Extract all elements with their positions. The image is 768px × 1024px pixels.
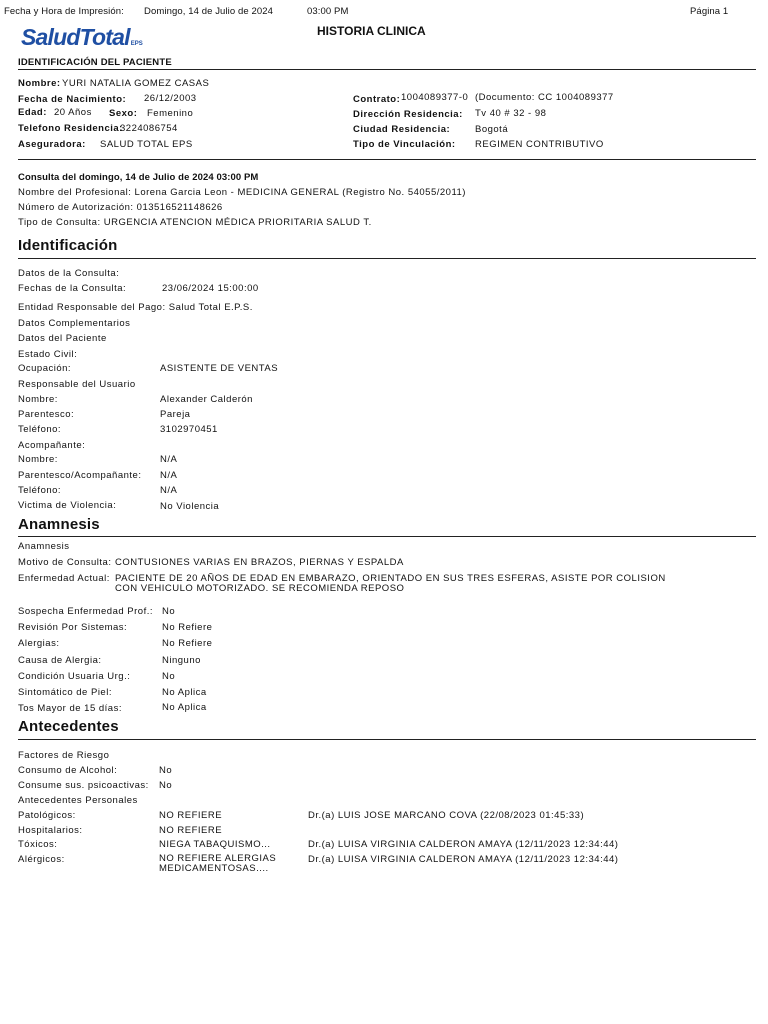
acomp-parentesco: N/A <box>160 470 178 481</box>
patient-name: YURI NATALIA GOMEZ CASAS <box>62 78 210 89</box>
consult-type: Tipo de Consulta: URGENCIA ATENCION MÉDICA PRIORITARIA SALUD T. <box>18 217 372 228</box>
anamnesis-sub: Anamnesis <box>18 541 70 552</box>
heading-anamnesis: Anamnesis <box>18 516 100 533</box>
divider <box>18 69 756 70</box>
toxicos: NIEGA TABAQUISMO... <box>159 839 271 850</box>
birth-date: 26/12/2003 <box>144 93 197 104</box>
divider <box>18 159 756 160</box>
alcohol: No <box>159 765 173 776</box>
divider <box>18 258 756 259</box>
sex-label: Sexo: <box>109 108 138 119</box>
sospecha: No <box>162 606 176 617</box>
enfermedad-label: Enfermedad Actual: <box>18 573 110 584</box>
toxicos-label: Tóxicos: <box>18 839 58 850</box>
patologicos-doctor: Dr.(a) LUIS JOSE MARCANO COVA (22/08/2023 01:45:33) <box>308 810 585 821</box>
alergicos-label: Alérgicos: <box>18 854 65 865</box>
sintomatico-label: Sintomático de Piel: <box>18 687 112 698</box>
divider <box>18 536 756 537</box>
sintomatico: No Aplica <box>162 687 207 698</box>
alergicos-doctor: Dr.(a) LUISA VIRGINIA CALDERON AMAYA (12/11/2023 12:34:44) <box>308 854 619 865</box>
link-type-label: Tipo de Vinculación: <box>353 139 456 150</box>
section-title-patient: IDENTIFICACIÓN DEL PACIENTE <box>18 57 172 68</box>
enfermedad-line-2: CON VEHICULO MOTORIZADO. SE RECOMIENDA REPOSO <box>115 583 405 594</box>
age: 20 Años <box>54 107 92 118</box>
condicion: No <box>162 671 176 682</box>
acomp-telefono: N/A <box>160 485 178 496</box>
tos-label: Tos Mayor de 15 días: <box>18 703 122 714</box>
revision-label: Revisión Por Sistemas: <box>18 622 128 633</box>
entidad-pago: Entidad Responsable del Pago: Salud Total E.P.S. <box>18 302 253 313</box>
acomp-nombre: N/A <box>160 454 178 465</box>
page-number: Página 1 <box>690 6 729 17</box>
sex: Femenino <box>147 108 194 119</box>
patologicos: NO REFIERE <box>159 810 223 821</box>
document-id: (Documento: CC 1004089377 <box>475 92 614 103</box>
divider <box>18 739 756 740</box>
acomp-telefono-label: Teléfono: <box>18 485 62 496</box>
datos-paciente: Datos del Paciente <box>18 333 107 344</box>
revision: No Refiere <box>162 622 213 633</box>
causa-label: Causa de Alergia: <box>18 655 102 666</box>
tos: No Aplica <box>162 702 207 713</box>
contract-label: Contrato: <box>353 94 401 105</box>
psico: No <box>159 780 173 791</box>
print-datetime-label: Fecha y Hora de Impresión: <box>4 6 124 17</box>
city: Bogotá <box>475 124 509 135</box>
acomp-nombre-label: Nombre: <box>18 454 58 465</box>
violencia: No Violencia <box>160 501 220 512</box>
factores-riesgo: Factores de Riesgo <box>18 750 110 761</box>
alcohol-label: Consumo de Alcohol: <box>18 765 118 776</box>
fechas-label: Fechas de la Consulta: <box>18 283 127 294</box>
responsable-usuario: Responsable del Usuario <box>18 379 136 390</box>
resp-telefono-label: Teléfono: <box>18 424 62 435</box>
resp-parentesco: Pareja <box>160 409 191 420</box>
hospitalarios-label: Hospitalarios: <box>18 825 83 836</box>
heading-antecedentes: Antecedentes <box>18 718 119 735</box>
age-label: Edad: <box>18 107 47 118</box>
patient-name-label: Nombre: <box>18 78 61 89</box>
causa: Ninguno <box>162 655 201 666</box>
violencia-label: Victima de Violencia: <box>18 500 117 511</box>
datos-complementarios: Datos Complementarios <box>18 318 131 329</box>
sospecha-label: Sospecha Enfermedad Prof.: <box>18 606 153 617</box>
acomp-parentesco-label: Parentesco/Acompañante: <box>18 470 142 481</box>
link-type: REGIMEN CONTRIBUTIVO <box>475 139 604 150</box>
resp-telefono: 3102970451 <box>160 424 218 435</box>
motivo: CONTUSIONES VARIAS EN BRAZOS, PIERNAS Y ESPALDA <box>115 557 404 568</box>
enfermedad-line-1: PACIENTE DE 20 AÑOS DE EDAD EN EMBARAZO, ORIENTADO EN SUS TRES ESFERAS, ASISTE POR COLISION <box>115 573 666 584</box>
salud-total-logo: SaludTotalEPS <box>21 24 143 50</box>
insurer-label: Aseguradora: <box>18 139 86 150</box>
toxicos-doctor: Dr.(a) LUISA VIRGINIA CALDERON AMAYA (12/11/2023 12:34:44) <box>308 839 619 850</box>
birth-label: Fecha de Nacimiento: <box>18 94 127 105</box>
ocupacion-label: Ocupación: <box>18 363 72 374</box>
alergias-label: Alergias: <box>18 638 60 649</box>
phone: 3224086754 <box>120 123 178 134</box>
print-time: 03:00 PM <box>307 6 349 17</box>
consult-professional: Nombre del Profesional: Lorena Garcia Leon - MEDICINA GENERAL (Registro No. 54055/2011) <box>18 187 466 198</box>
document-title: HISTORIA CLINICA <box>317 24 426 38</box>
alergias: No Refiere <box>162 638 213 649</box>
psico-label: Consume sus. psicoactivas: <box>18 780 149 791</box>
print-date: Domingo, 14 de Julio de 2024 <box>144 6 274 17</box>
resp-parentesco-label: Parentesco: <box>18 409 75 420</box>
fechas-value: 23/06/2024 15:00:00 <box>162 283 259 294</box>
acompanante: Acompañante: <box>18 440 86 451</box>
motivo-label: Motivo de Consulta: <box>18 557 112 568</box>
phone-label: Telefono Residencia: <box>18 123 123 134</box>
patologicos-label: Patológicos: <box>18 810 76 821</box>
estado-civil: Estado Civil: <box>18 349 78 360</box>
insurer: SALUD TOTAL EPS <box>100 139 193 150</box>
datos-consulta: Datos de la Consulta: <box>18 268 120 279</box>
address-label: Dirección Residencia: <box>353 109 463 120</box>
consult-authorization: Número de Autorización: 013516521148626 <box>18 202 223 213</box>
contract: 1004089377-0 <box>401 92 469 103</box>
ocupacion: ASISTENTE DE VENTAS <box>160 363 279 374</box>
antecedentes-personales: Antecedentes Personales <box>18 795 138 806</box>
alergicos-line-1: NO REFIERE ALERGIAS <box>159 853 277 864</box>
address: Tv 40 # 32 - 98 <box>475 108 547 119</box>
condicion-label: Condición Usuaria Urg.: <box>18 671 131 682</box>
resp-nombre: Alexander Calderón <box>160 394 253 405</box>
heading-identificacion: Identificación <box>18 237 118 254</box>
hospitalarios: NO REFIERE <box>159 825 223 836</box>
consult-title: Consulta del domingo, 14 de Julio de 2024 03:00 PM <box>18 172 259 183</box>
city-label: Ciudad Residencia: <box>353 124 451 135</box>
alergicos-line-2: MEDICAMENTOSAS.... <box>159 863 269 874</box>
resp-nombre-label: Nombre: <box>18 394 58 405</box>
